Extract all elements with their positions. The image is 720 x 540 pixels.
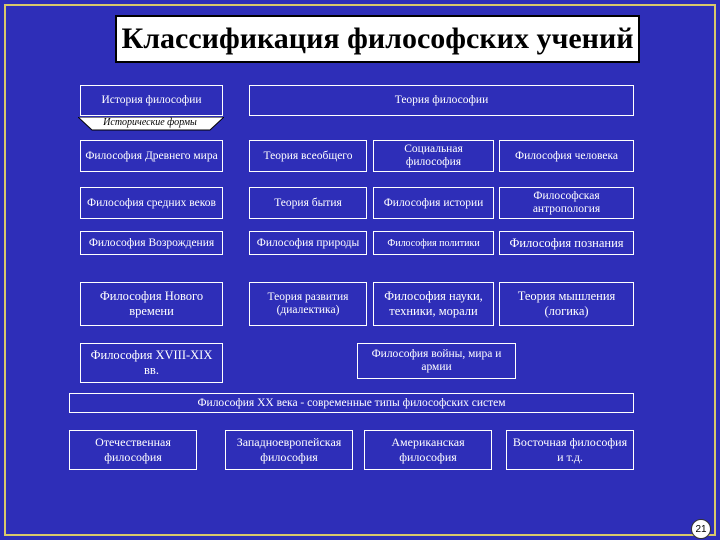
box-theory-of-thinking: [499, 282, 634, 326]
box-20th-century-philosophy: [69, 393, 634, 413]
box-eastern-philosophy: [506, 430, 634, 470]
box-label: Философия XX века - современные типы философских систем: [197, 396, 506, 409]
box-history-of-philosophy: [80, 85, 223, 116]
box-label: Философия средних веков: [87, 196, 216, 209]
box-philosophy-of-war: [357, 343, 516, 379]
box-philosophical-anthropology: [499, 187, 634, 219]
box-label: Философия XVIII-XIX вв.: [90, 348, 213, 377]
box-domestic-philosophy: [69, 430, 197, 470]
box-philosophy-of-cognition: [499, 231, 634, 255]
box-label: Теория философии: [394, 94, 489, 106]
box-label: Теория развития (диалектика): [267, 291, 349, 316]
box-label: Теория бытия: [274, 196, 342, 209]
page-number-badge: 21: [691, 519, 711, 539]
box-label: Философия Древнего мира: [85, 149, 218, 162]
box-label: Философия истории: [383, 196, 484, 209]
box-label: Теория всеобщего: [263, 149, 353, 162]
box-label: Философия природы: [256, 236, 360, 249]
box-label: Философия политики: [387, 237, 480, 249]
box-label: Философия науки, техники, морали: [384, 289, 483, 318]
box-modern-philosophy: [80, 282, 223, 326]
box-label: Философия человека: [514, 149, 618, 162]
box-label: Отечественная философия: [95, 435, 171, 464]
box-label: Философия Нового времени: [99, 289, 204, 318]
box-american-philosophy: [364, 430, 492, 470]
box-18-19-century-philosophy: [80, 343, 223, 383]
box-philosophy-of-politics: [373, 231, 494, 255]
box-label: Философская антропология: [532, 190, 601, 215]
box-renaissance-philosophy: [80, 231, 223, 255]
box-philosophy-of-history: [373, 187, 494, 219]
box-label: Теория мышления (логика): [517, 289, 616, 318]
box-label: Американская философия: [391, 435, 465, 464]
box-label: Философия Возрождения: [88, 236, 215, 249]
historical-forms-label: Исторические формы: [103, 117, 197, 128]
box-philosophy-of-human: [499, 140, 634, 172]
box-theory-of-general: [249, 140, 367, 172]
box-label: Социальная философия: [404, 143, 463, 168]
box-theory-of-philosophy: [249, 85, 634, 116]
box-middle-ages-philosophy: [80, 187, 223, 219]
box-theory-of-being: [249, 187, 367, 219]
box-label: Восточная философия и т.д.: [512, 435, 628, 464]
box-philosophy-of-nature: [249, 231, 367, 255]
box-label: Философия познания: [509, 235, 624, 250]
slide-title: Классификация философских учений: [115, 15, 640, 63]
box-social-philosophy: [373, 140, 494, 172]
box-label: Философия войны, мира и армии: [371, 348, 502, 373]
box-theory-of-development: [249, 282, 367, 326]
box-ancient-philosophy: [80, 140, 223, 172]
box-western-european-philosophy: [225, 430, 353, 470]
box-philosophy-of-science: [373, 282, 494, 326]
box-label: История философии: [101, 94, 202, 106]
box-label: Западноевропейская философия: [236, 435, 342, 464]
